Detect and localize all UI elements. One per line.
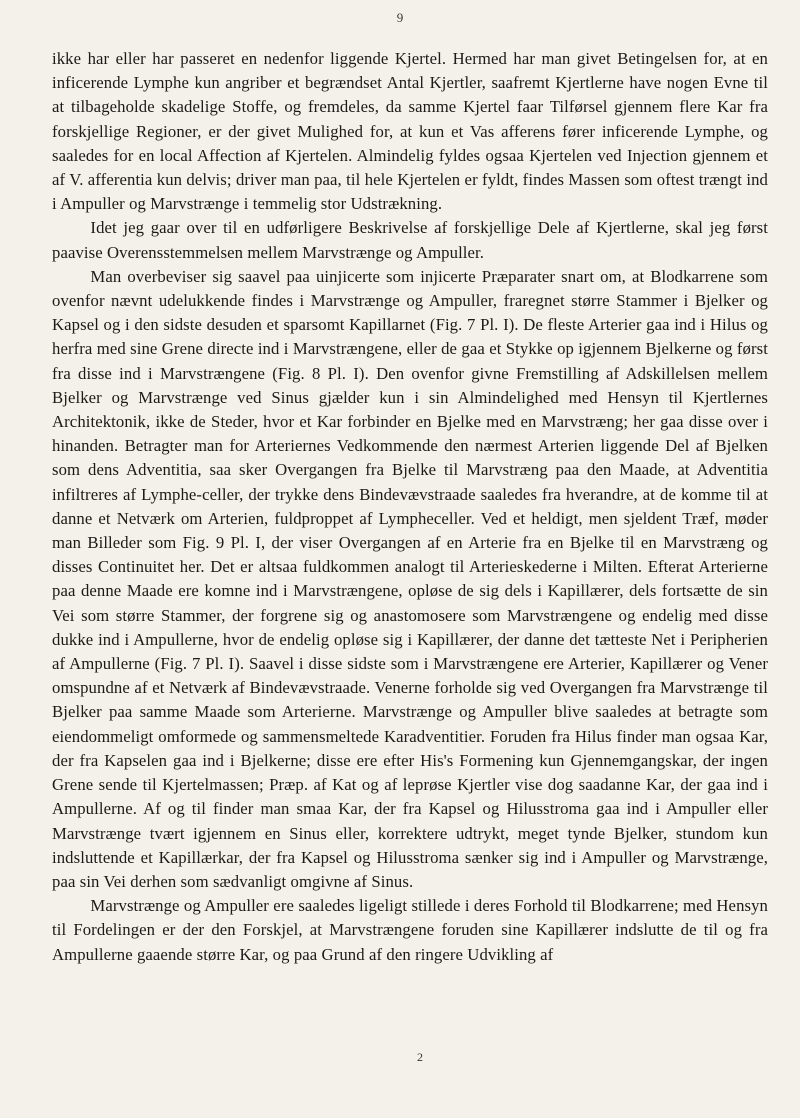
paragraph-4: Marvstrænge og Ampuller ere saaledes ligeligt stillede i deres Forhold til Blodkarrene; med Hensyn til Fordelingen er der den Forskjel, at Marvstrængene foruden sine Kapillærer indslutte de til og fra Ampullerne gaaende større Kar, og paa Grund af den ringere Udvikling af: [52, 896, 768, 964]
paragraph-3: Man overbeviser sig saavel paa uinjicerte som injicerte Præparater snart om, at Blodkarrene som ovenfor nævnt udelukkende findes i Marvstrænge og Ampuller, fraregnet større Stammer i Bjelker og Kapsel og i den sidste desuden et sparsomt Kapillarnet (Fig. 7 Pl. I). De fleste Arterier gaa ind i Hilus og herfra med sine Grene directe ind i Marvstrængene, eller de gaa et Stykke op igjennem Bjelkerne og først fra disse ind i Marvstrængene (Fig. 8 Pl. I). Den ovenfor givne Fremstilling af Adskillelsen mellem Bjelker og Marvstrænge ved Sinus gjælder kun i sin Almindelighed med Hensyn til Kjertlernes Architektonik, ikke de Steder, hvor et Kar forbinder en Bjelke med en Marvstræng; her gaa disse over i hinanden. Betragter man for Arteriernes Vedkommende den nærmest Arterien liggende Del af Bjelken som dens Adventitia, saa sker Overgangen fra Bjelke til Marvstræng paa den Maade, at Adventitia infiltreres af Lymphe-celler, der trykke dens Bindevævstraade saaledes fra hverandre, at de komme til at danne et Netværk om Arterien, fuldproppet af Lympheceller. Ved et heldigt, men sjeldent Træf, møder man Billeder som Fig. 9 Pl. I, der viser Overgangen af en Arterie fra en Bjelke til en Marvstræng og disses Continuitet her. Det er altsaa fuldkommen analogt til Arterieskederne i Milten. Efterat Arterierne paa denne Maade ere komne ind i Marvstrængene, opløse de sig dels i Kapillærer, dels fortsætte de sin Vei som større Stammer, der forgrene sig og anastomosere som Marvstrængene og endelig med disse dukke ind i Ampullerne, hvor de endelig opløse sig i Kapillærer, der danne det tætteste Net i Peripherien af Ampullerne (Fig. 7 Pl. I). Saavel i disse sidste som i Marvstrængene ere Arterier, Kapillærer og Vener omspundne af et Netværk af Bindevævstraade. Venerne forholde sig ved Overgangen fra Marvstrænge til Bjelker paa samme Maade som Arterierne. Marvstrænge og Ampuller blive saaledes at betragte som eiendommeligt omformede og sammensmeltede Karadventitier. Foruden fra Hilus finder man ogsaa Kar, der fra Kapselen gaa ind i Bjelkerne; disse ere efter His's Formening kun Gjennemgangskar, der ingen Grene sende til Kjertelmassen; Præp. af Kat og af leprøse Kjertler vise dog saadanne Kar, der gaa ind i Ampullerne. Af og til finder man smaa Kar, der fra Kapsel og Hilusstroma gaa ind i Ampuller eller Marvstrænge tvært igjennem en Sinus eller, korrektere udtrykt, meget tynde Bjelker, stundom kun indsluttende et Kapillærkar, der fra Kapsel og Hilusstroma sænker sig ind i Ampuller og Marvstrænge, paa sin Vei derhen som sædvanligt omgivne af Sinus.: [52, 266, 768, 891]
body-text: [52, 47, 768, 967]
page-number: 9: [396, 10, 404, 25]
paragraph-1: ikke har eller har passeret en nedenfor liggende Kjertel. Hermed har man givet Betingelsen for, at en inficerende Lymphe kun angriber et begrændset Antal Kjertler, saafremt Kjertlerne have nogen Evne til at tilbageholde skadelige Stoffe, og fremdeles, da samme Kjertel faar Tilførsel gjennem flere Kar fra forskjellige Regioner, er der givet Mulighed for, at kun et Vas afferens fører inficerende Lymphe, og saaledes for en local Affection af Kjertelen. Almindelig fyldes ogsaa Kjertelen ved Injection gjennem et af V. afferentia kun delvis; driver man paa, til hele Kjertelen er fyldt, findes Massen som oftest trængt ind i Ampuller og Marvstrænge i temmelig stor Udstrækning.: [52, 49, 768, 214]
signature-mark: 2: [417, 1050, 423, 1064]
paragraph-2: Idet jeg gaar over til en udførligere Beskrivelse af forskjellige Dele af Kjertlerne, skal jeg først paavise Overensstemmelsen mellem Marvstrænge og Ampuller.: [52, 218, 768, 262]
